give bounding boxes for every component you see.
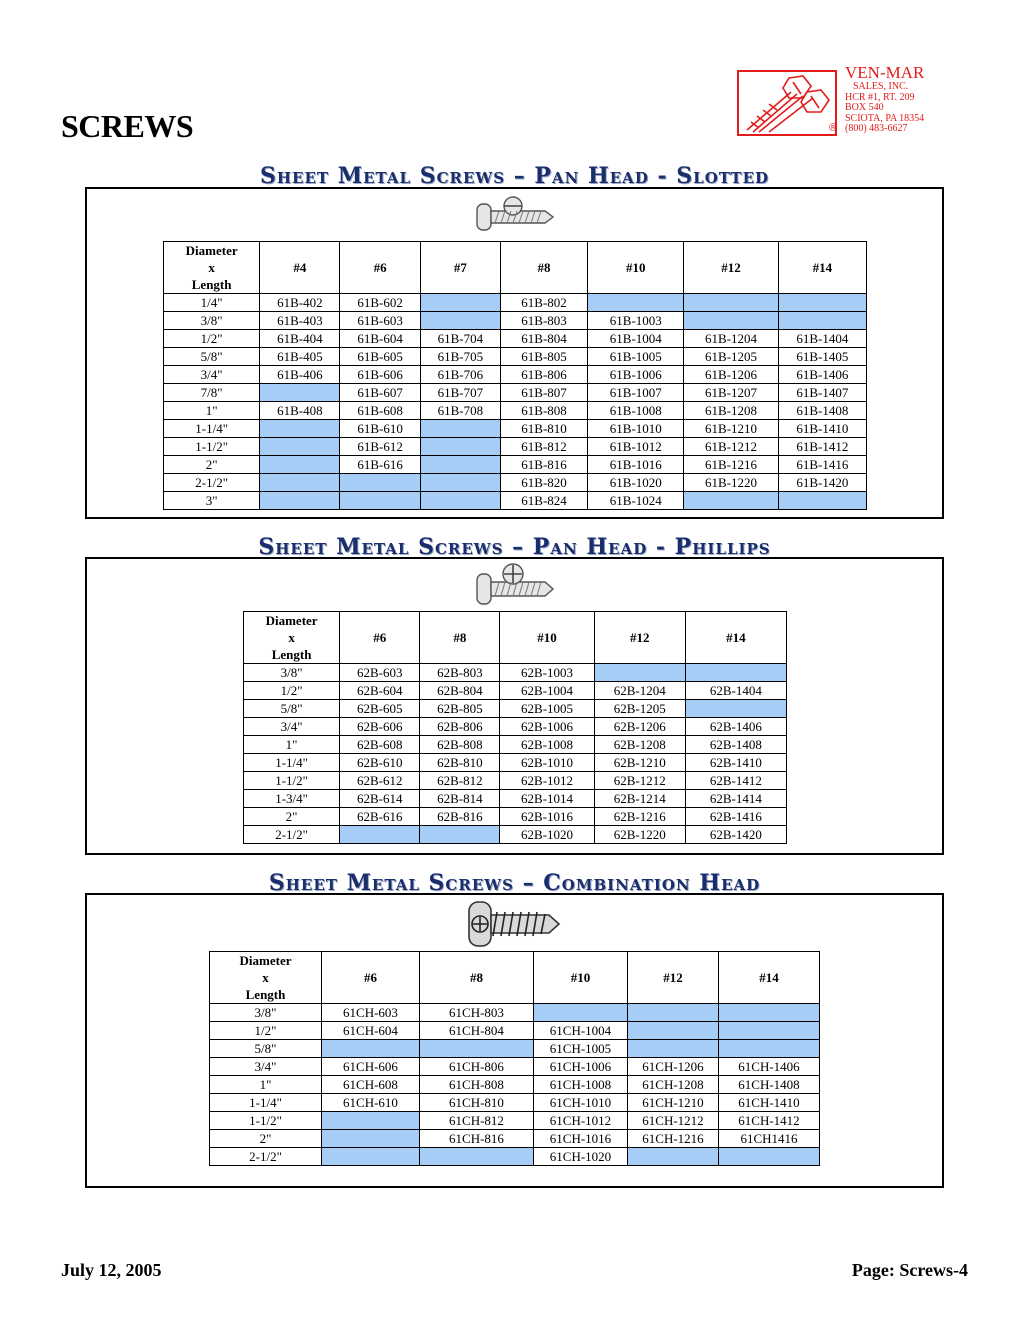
part-number-cell: 62B-805 bbox=[420, 700, 500, 718]
part-number-cell: 61CH-1412 bbox=[719, 1112, 820, 1130]
length-cell: 3/4" bbox=[210, 1058, 322, 1076]
logo-line: SCIOTA, PA 18354 bbox=[845, 112, 925, 124]
part-number-cell: 61B-1420 bbox=[778, 474, 866, 492]
length-cell: 1-1/4" bbox=[244, 754, 340, 772]
part-number-cell: 61CH-1004 bbox=[534, 1022, 628, 1040]
part-number-cell: 61B-616 bbox=[340, 456, 420, 474]
part-number-cell: 62B-1210 bbox=[594, 754, 685, 772]
part-number-cell: 61B-1205 bbox=[684, 348, 778, 366]
part-number-cell: 61CH-1012 bbox=[534, 1112, 628, 1130]
part-number-cell: 61CH-1010 bbox=[534, 1094, 628, 1112]
unavailable-cell bbox=[340, 492, 420, 510]
unavailable-cell bbox=[588, 294, 684, 312]
unavailable-cell bbox=[628, 1004, 719, 1022]
part-number-cell: 61B-1207 bbox=[684, 384, 778, 402]
part-number-cell: 62B-610 bbox=[340, 754, 420, 772]
logo-line: SALES, INC. bbox=[853, 81, 909, 92]
unavailable-cell bbox=[684, 294, 778, 312]
table-header-row bbox=[164, 242, 867, 294]
table-row bbox=[164, 348, 867, 366]
part-number-cell: 61B-1407 bbox=[778, 384, 866, 402]
part-number-cell: 62B-608 bbox=[340, 736, 420, 754]
screw-table-slotted bbox=[163, 241, 867, 510]
table-row bbox=[244, 736, 787, 754]
unavailable-cell bbox=[628, 1022, 719, 1040]
header-line: Diameter bbox=[185, 243, 238, 258]
length-cell: 5/8" bbox=[164, 348, 260, 366]
column-header: #14 bbox=[685, 612, 786, 664]
length-cell: 2-1/2" bbox=[244, 826, 340, 844]
length-cell: 3/8" bbox=[244, 664, 340, 682]
bolts-icon bbox=[739, 72, 838, 134]
table-row bbox=[164, 474, 867, 492]
logo-bolts-mark bbox=[737, 70, 837, 136]
length-cell: 3/8" bbox=[164, 312, 260, 330]
part-number-cell: 61B-803 bbox=[500, 312, 587, 330]
length-cell: 1-1/4" bbox=[164, 420, 260, 438]
section-heading-combination: Sheet Metal Screws – Combination Head bbox=[268, 870, 761, 896]
part-number-cell: 61B-606 bbox=[340, 366, 420, 384]
column-header: #7 bbox=[420, 242, 500, 294]
table-row bbox=[210, 1112, 820, 1130]
part-number-cell: 61CH-806 bbox=[420, 1058, 534, 1076]
column-header: #8 bbox=[420, 612, 500, 664]
part-number-cell: 62B-604 bbox=[340, 682, 420, 700]
part-number-cell: 61B-807 bbox=[500, 384, 587, 402]
part-number-cell: 61B-708 bbox=[420, 402, 500, 420]
part-number-cell: 62B-1206 bbox=[594, 718, 685, 736]
part-number-cell: 62B-1220 bbox=[594, 826, 685, 844]
part-number-cell: 62B-605 bbox=[340, 700, 420, 718]
part-number-cell: 61CH-1005 bbox=[534, 1040, 628, 1058]
part-number-cell: 61CH-1210 bbox=[628, 1094, 719, 1112]
unavailable-cell bbox=[719, 1004, 820, 1022]
column-header: #8 bbox=[420, 952, 534, 1004]
part-number-cell: 61B-408 bbox=[260, 402, 340, 420]
part-number-cell: 62B-1008 bbox=[500, 736, 594, 754]
table-row bbox=[244, 790, 787, 808]
part-number-cell: 61CH-606 bbox=[322, 1058, 420, 1076]
part-number-cell: 61B-1016 bbox=[588, 456, 684, 474]
part-number-cell: 61B-1007 bbox=[588, 384, 684, 402]
unavailable-cell bbox=[420, 826, 500, 844]
part-number-cell: 61B-1208 bbox=[684, 402, 778, 420]
table-row bbox=[210, 1040, 820, 1058]
part-number-cell: 61B-1204 bbox=[684, 330, 778, 348]
part-number-cell: 61B-607 bbox=[340, 384, 420, 402]
part-number-cell: 61B-1024 bbox=[588, 492, 684, 510]
table-row bbox=[244, 664, 787, 682]
table-row bbox=[210, 1148, 820, 1166]
part-number-cell: 61B-1212 bbox=[684, 438, 778, 456]
part-number-cell: 61B-1216 bbox=[684, 456, 778, 474]
part-number-cell: 62B-1020 bbox=[500, 826, 594, 844]
part-number-cell: 62B-808 bbox=[420, 736, 500, 754]
table-row bbox=[210, 1094, 820, 1112]
logo-line: HCR #1, RT. 209 bbox=[845, 91, 915, 103]
diameter-length-header bbox=[164, 242, 260, 294]
part-number-cell: 61B-1408 bbox=[778, 402, 866, 420]
part-number-cell: 62B-816 bbox=[420, 808, 500, 826]
length-cell: 5/8" bbox=[244, 700, 340, 718]
unavailable-cell bbox=[719, 1022, 820, 1040]
part-number-cell: 61B-610 bbox=[340, 420, 420, 438]
footer-date: July 12, 2005 bbox=[61, 1260, 162, 1280]
table-row bbox=[164, 456, 867, 474]
column-header: #8 bbox=[500, 242, 587, 294]
logo-brand: VEN-MAR bbox=[845, 63, 925, 82]
length-cell: 5/8" bbox=[210, 1040, 322, 1058]
logo-line: BOX 540 bbox=[845, 102, 884, 113]
section-heading-slotted: Sheet Metal Screws – Pan Head - Slotted bbox=[259, 163, 770, 189]
part-number-cell: 61B-704 bbox=[420, 330, 500, 348]
part-number-cell: 61CH-603 bbox=[322, 1004, 420, 1022]
part-number-cell: 61B-1210 bbox=[684, 420, 778, 438]
unavailable-cell bbox=[322, 1148, 420, 1166]
part-number-cell: 61B-406 bbox=[260, 366, 340, 384]
unavailable-cell bbox=[260, 456, 340, 474]
company-logo bbox=[737, 64, 957, 140]
part-number-cell: 62B-612 bbox=[340, 772, 420, 790]
part-number-cell: 61B-806 bbox=[500, 366, 587, 384]
part-number-cell: 61CH-1216 bbox=[628, 1130, 719, 1148]
part-number-cell: 61B-1220 bbox=[684, 474, 778, 492]
part-number-cell: 61B-812 bbox=[500, 438, 587, 456]
part-number-cell: 61B-405 bbox=[260, 348, 340, 366]
table-row bbox=[244, 718, 787, 736]
part-number-cell: 61CH-1206 bbox=[628, 1058, 719, 1076]
part-number-cell: 62B-1003 bbox=[500, 664, 594, 682]
unavailable-cell bbox=[322, 1130, 420, 1148]
table-row bbox=[244, 754, 787, 772]
part-number-cell: 61B-1405 bbox=[778, 348, 866, 366]
part-number-cell: 61B-602 bbox=[340, 294, 420, 312]
page-title: SCREWS bbox=[61, 108, 194, 144]
part-number-cell: 61CH-804 bbox=[420, 1022, 534, 1040]
part-number-cell: 61B-802 bbox=[500, 294, 587, 312]
unavailable-cell bbox=[420, 456, 500, 474]
part-number-cell: 61B-1004 bbox=[588, 330, 684, 348]
unavailable-cell bbox=[420, 1148, 534, 1166]
part-number-cell: 61B-605 bbox=[340, 348, 420, 366]
part-number-cell: 62B-1205 bbox=[594, 700, 685, 718]
part-number-cell: 61CH-1208 bbox=[628, 1076, 719, 1094]
part-number-cell: 61CH-816 bbox=[420, 1130, 534, 1148]
part-number-cell: 61CH-1006 bbox=[534, 1058, 628, 1076]
part-number-cell: 61B-1416 bbox=[778, 456, 866, 474]
column-header: #10 bbox=[500, 612, 594, 664]
part-number-cell: 61CH-1212 bbox=[628, 1112, 719, 1130]
unavailable-cell bbox=[420, 1040, 534, 1058]
part-number-cell: 62B-1208 bbox=[594, 736, 685, 754]
part-number-cell: 61B-810 bbox=[500, 420, 587, 438]
section-heading-phillips: Sheet Metal Screws – Pan Head - Phillips bbox=[258, 534, 771, 560]
registered-mark: ® bbox=[829, 122, 838, 134]
part-number-cell: 62B-1216 bbox=[594, 808, 685, 826]
table-row bbox=[164, 294, 867, 312]
part-number-cell: 61B-404 bbox=[260, 330, 340, 348]
part-number-cell: 61B-1005 bbox=[588, 348, 684, 366]
part-number-cell: 61CH-808 bbox=[420, 1076, 534, 1094]
part-number-cell: 61B-816 bbox=[500, 456, 587, 474]
part-number-cell: 62B-606 bbox=[340, 718, 420, 736]
screw-table-combination bbox=[209, 951, 820, 1166]
length-cell: 2" bbox=[244, 808, 340, 826]
length-cell: 2" bbox=[164, 456, 260, 474]
part-number-cell: 61B-402 bbox=[260, 294, 340, 312]
table-row bbox=[244, 826, 787, 844]
length-cell: 1-1/4" bbox=[210, 1094, 322, 1112]
length-cell: 2-1/2" bbox=[210, 1148, 322, 1166]
unavailable-cell bbox=[684, 312, 778, 330]
unavailable-cell bbox=[420, 474, 500, 492]
unavailable-cell bbox=[322, 1040, 420, 1058]
unavailable-cell bbox=[260, 384, 340, 402]
header-line: Diameter bbox=[265, 613, 318, 628]
column-header: #6 bbox=[322, 952, 420, 1004]
part-number-cell: 61B-1008 bbox=[588, 402, 684, 420]
part-number-cell: 61B-705 bbox=[420, 348, 500, 366]
part-number-cell: 61CH-1406 bbox=[719, 1058, 820, 1076]
part-number-cell: 62B-1404 bbox=[685, 682, 786, 700]
part-number-cell: 61B-403 bbox=[260, 312, 340, 330]
length-cell: 1" bbox=[244, 736, 340, 754]
part-number-cell: 61B-805 bbox=[500, 348, 587, 366]
part-number-cell: 61CH-604 bbox=[322, 1022, 420, 1040]
column-header: #12 bbox=[628, 952, 719, 1004]
unavailable-cell bbox=[420, 492, 500, 510]
part-number-cell: 61B-603 bbox=[340, 312, 420, 330]
table-header-row bbox=[244, 612, 787, 664]
table-row bbox=[164, 366, 867, 384]
unavailable-cell bbox=[719, 1040, 820, 1058]
unavailable-cell bbox=[684, 492, 778, 510]
length-cell: 3/8" bbox=[210, 1004, 322, 1022]
part-number-cell: 61B-1010 bbox=[588, 420, 684, 438]
part-number-cell: 61B-820 bbox=[500, 474, 587, 492]
pan-head-slotted-screw-icon bbox=[473, 194, 555, 238]
unavailable-cell bbox=[260, 474, 340, 492]
unavailable-cell bbox=[685, 664, 786, 682]
part-number-cell: 61B-824 bbox=[500, 492, 587, 510]
part-number-cell: 62B-1016 bbox=[500, 808, 594, 826]
part-number-cell: 62B-1414 bbox=[685, 790, 786, 808]
part-number-cell: 62B-1214 bbox=[594, 790, 685, 808]
length-cell: 2-1/2" bbox=[164, 474, 260, 492]
table-row bbox=[210, 1130, 820, 1148]
part-number-cell: 62B-1212 bbox=[594, 772, 685, 790]
part-number-cell: 61B-707 bbox=[420, 384, 500, 402]
part-number-cell: 62B-1204 bbox=[594, 682, 685, 700]
part-number-cell: 62B-1408 bbox=[685, 736, 786, 754]
length-cell: 1/4" bbox=[164, 294, 260, 312]
part-number-cell: 61B-1410 bbox=[778, 420, 866, 438]
length-cell: 2" bbox=[210, 1130, 322, 1148]
table-row bbox=[244, 808, 787, 826]
table-row bbox=[164, 402, 867, 420]
header-line: Diameter bbox=[239, 953, 292, 968]
unavailable-cell bbox=[420, 294, 500, 312]
part-number-cell: 61CH-1016 bbox=[534, 1130, 628, 1148]
length-cell: 1/2" bbox=[210, 1022, 322, 1040]
header-line: Length bbox=[271, 647, 312, 662]
table-header-row bbox=[210, 952, 820, 1004]
unavailable-cell bbox=[322, 1112, 420, 1130]
table-row bbox=[210, 1058, 820, 1076]
unavailable-cell bbox=[594, 664, 685, 682]
part-number-cell: 62B-1012 bbox=[500, 772, 594, 790]
part-number-cell: 61CH-1410 bbox=[719, 1094, 820, 1112]
part-number-cell: 62B-1406 bbox=[685, 718, 786, 736]
part-number-cell: 62B-810 bbox=[420, 754, 500, 772]
unavailable-cell bbox=[628, 1148, 719, 1166]
part-number-cell: 61CH-812 bbox=[420, 1112, 534, 1130]
header-line: Length bbox=[191, 277, 232, 292]
length-cell: 3/4" bbox=[164, 366, 260, 384]
unavailable-cell bbox=[778, 492, 866, 510]
part-number-cell: 61CH-1008 bbox=[534, 1076, 628, 1094]
part-number-cell: 62B-616 bbox=[340, 808, 420, 826]
part-number-cell: 61CH-810 bbox=[420, 1094, 534, 1112]
length-cell: 1-1/2" bbox=[210, 1112, 322, 1130]
length-cell: 1-1/2" bbox=[244, 772, 340, 790]
column-header: #12 bbox=[684, 242, 778, 294]
length-cell: 1" bbox=[164, 402, 260, 420]
column-header: #10 bbox=[588, 242, 684, 294]
part-number-cell: 61CH-1020 bbox=[534, 1148, 628, 1166]
part-number-cell: 61B-804 bbox=[500, 330, 587, 348]
table-row bbox=[164, 438, 867, 456]
table-row bbox=[164, 312, 867, 330]
unavailable-cell bbox=[420, 420, 500, 438]
header-line: x bbox=[208, 260, 215, 275]
part-number-cell: 61B-1412 bbox=[778, 438, 866, 456]
part-number-cell: 61B-604 bbox=[340, 330, 420, 348]
part-number-cell: 61CH-610 bbox=[322, 1094, 420, 1112]
part-number-cell: 62B-1006 bbox=[500, 718, 594, 736]
length-cell: 7/8" bbox=[164, 384, 260, 402]
unavailable-cell bbox=[420, 312, 500, 330]
table-row bbox=[164, 420, 867, 438]
part-number-cell: 62B-1416 bbox=[685, 808, 786, 826]
part-number-cell: 62B-614 bbox=[340, 790, 420, 808]
unavailable-cell bbox=[534, 1004, 628, 1022]
length-cell: 1-3/4" bbox=[244, 790, 340, 808]
part-number-cell: 61B-608 bbox=[340, 402, 420, 420]
diameter-length-header bbox=[244, 612, 340, 664]
screw-table-phillips bbox=[243, 611, 787, 844]
column-header: #14 bbox=[719, 952, 820, 1004]
column-header: #12 bbox=[594, 612, 685, 664]
part-number-cell: 61CH1416 bbox=[719, 1130, 820, 1148]
length-cell: 1-1/2" bbox=[164, 438, 260, 456]
table-row bbox=[244, 772, 787, 790]
part-number-cell: 61B-1006 bbox=[588, 366, 684, 384]
footer-page-label: Page: Screws-4 bbox=[851, 1260, 968, 1280]
part-number-cell: 61CH-803 bbox=[420, 1004, 534, 1022]
unavailable-cell bbox=[685, 700, 786, 718]
part-number-cell: 62B-1014 bbox=[500, 790, 594, 808]
header-line: Length bbox=[245, 987, 286, 1002]
table-row bbox=[210, 1076, 820, 1094]
unavailable-cell bbox=[260, 438, 340, 456]
unavailable-cell bbox=[420, 438, 500, 456]
table-row bbox=[244, 682, 787, 700]
part-number-cell: 62B-804 bbox=[420, 682, 500, 700]
part-number-cell: 61CH-608 bbox=[322, 1076, 420, 1094]
column-header: #14 bbox=[778, 242, 866, 294]
length-cell: 3/4" bbox=[244, 718, 340, 736]
pan-head-phillips-screw-icon bbox=[473, 562, 555, 608]
part-number-cell: 62B-1410 bbox=[685, 754, 786, 772]
part-number-cell: 61B-612 bbox=[340, 438, 420, 456]
part-number-cell: 62B-1005 bbox=[500, 700, 594, 718]
unavailable-cell bbox=[628, 1040, 719, 1058]
logo-line: (800) 483-6627 bbox=[845, 123, 908, 134]
part-number-cell: 61B-1020 bbox=[588, 474, 684, 492]
combination-head-screw-icon bbox=[465, 898, 563, 950]
part-number-cell: 61B-1003 bbox=[588, 312, 684, 330]
part-number-cell: 61B-1406 bbox=[778, 366, 866, 384]
part-number-cell: 62B-803 bbox=[420, 664, 500, 682]
unavailable-cell bbox=[778, 294, 866, 312]
header-line: x bbox=[262, 970, 269, 985]
table-row bbox=[164, 384, 867, 402]
part-number-cell: 62B-1420 bbox=[685, 826, 786, 844]
table-row bbox=[164, 492, 867, 510]
part-number-cell: 61CH-1408 bbox=[719, 1076, 820, 1094]
table-row bbox=[210, 1022, 820, 1040]
length-cell: 1" bbox=[210, 1076, 322, 1094]
length-cell: 1/2" bbox=[164, 330, 260, 348]
table-row bbox=[164, 330, 867, 348]
table-row bbox=[244, 700, 787, 718]
logo-address bbox=[845, 64, 924, 135]
length-cell: 1/2" bbox=[244, 682, 340, 700]
part-number-cell: 62B-1004 bbox=[500, 682, 594, 700]
part-number-cell: 61B-1206 bbox=[684, 366, 778, 384]
column-header: #4 bbox=[260, 242, 340, 294]
unavailable-cell bbox=[340, 474, 420, 492]
unavailable-cell bbox=[260, 492, 340, 510]
part-number-cell: 62B-603 bbox=[340, 664, 420, 682]
unavailable-cell bbox=[719, 1148, 820, 1166]
table-row bbox=[210, 1004, 820, 1022]
part-number-cell: 62B-1010 bbox=[500, 754, 594, 772]
part-number-cell: 61B-1404 bbox=[778, 330, 866, 348]
part-number-cell: 62B-814 bbox=[420, 790, 500, 808]
part-number-cell: 61B-706 bbox=[420, 366, 500, 384]
unavailable-cell bbox=[778, 312, 866, 330]
column-header: #6 bbox=[340, 612, 420, 664]
part-number-cell: 62B-1412 bbox=[685, 772, 786, 790]
diameter-length-header bbox=[210, 952, 322, 1004]
header-line: x bbox=[288, 630, 295, 645]
part-number-cell: 62B-812 bbox=[420, 772, 500, 790]
part-number-cell: 62B-806 bbox=[420, 718, 500, 736]
part-number-cell: 61B-1012 bbox=[588, 438, 684, 456]
unavailable-cell bbox=[340, 826, 420, 844]
column-header: #6 bbox=[340, 242, 420, 294]
column-header: #10 bbox=[534, 952, 628, 1004]
unavailable-cell bbox=[260, 420, 340, 438]
length-cell: 3" bbox=[164, 492, 260, 510]
part-number-cell: 61B-808 bbox=[500, 402, 587, 420]
